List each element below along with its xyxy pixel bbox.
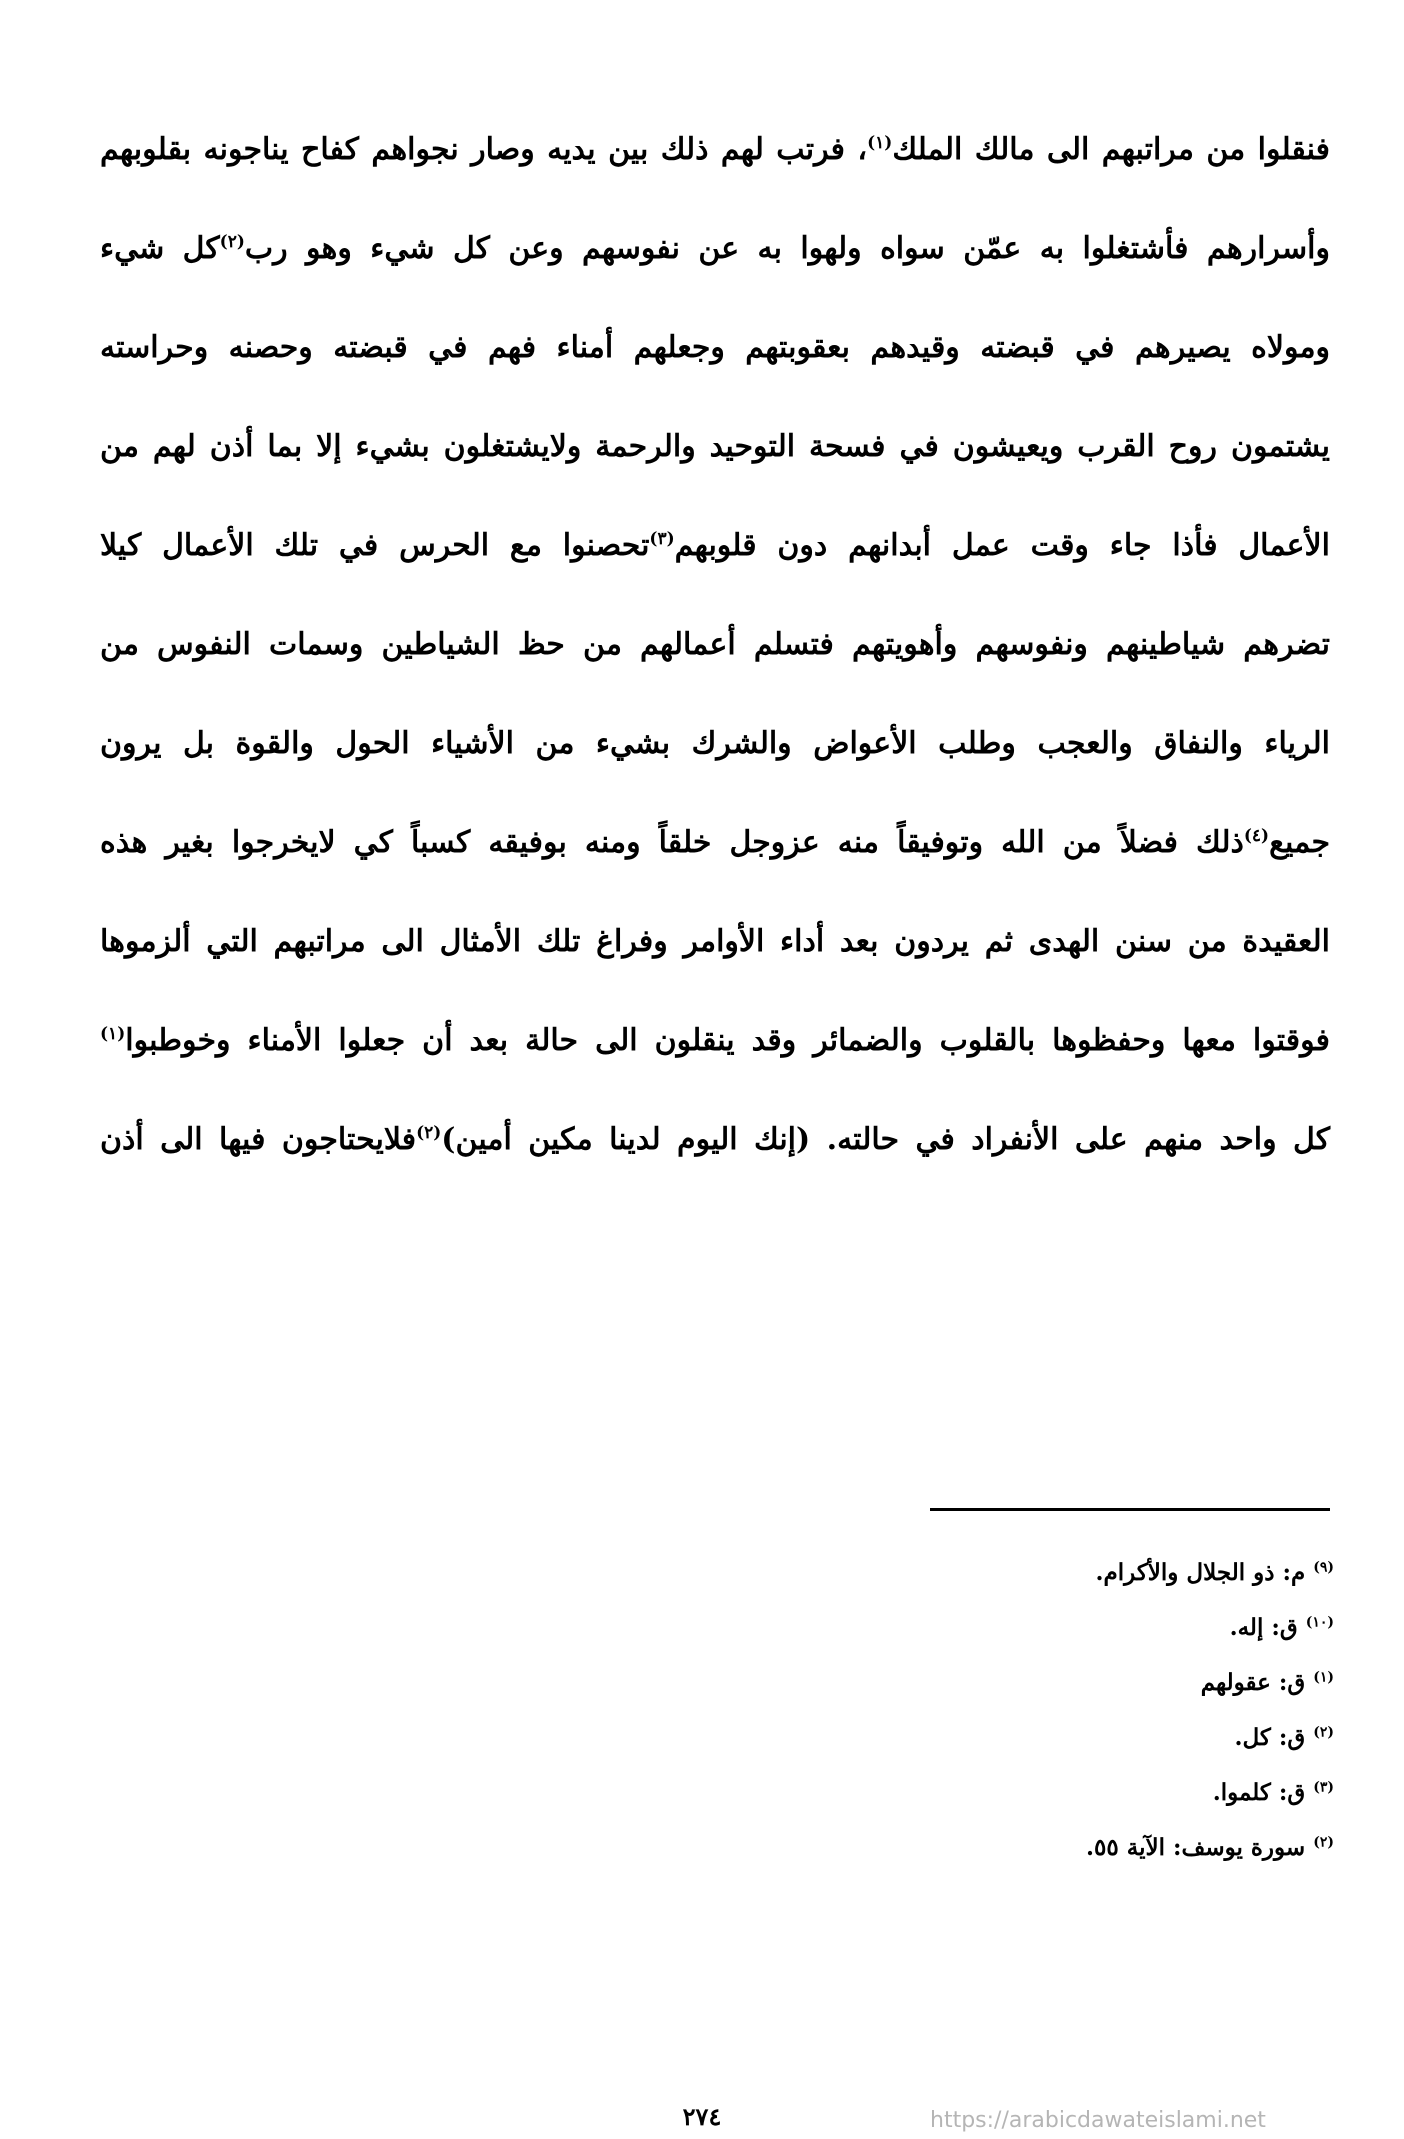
text-segment: يشتمون روح القرب ويعيشون في فسحة التوحيد والرحمة ولايشتغلون بشيء إلا بما أذن لهم من [100,429,1330,464]
text-segment: ذلك فضلاً من الله وتوفيقاً منه عزوجل خلقاً ومنه بوفيقه كسباً كي لايخرجوا بغير هذه [100,825,1244,860]
footnote-text: ق: كلموا. [1212,1779,1306,1806]
footnote [534,1600,1334,1655]
footnote-number: (١٠) [1305,1614,1334,1631]
footnote-marker: (٤) [1243,826,1270,846]
footnote [534,1710,1334,1765]
footnote-marker: (١) [867,133,893,153]
footnote [534,1655,1334,1710]
body-line-8 [100,793,1330,892]
footnotes [534,1545,1334,1875]
footnote-number: (٣) [1313,1779,1334,1796]
text-segment: وأسرارهم فأشتغلوا به عمّن سواه ولهوا به عن نفوسهم وعن كل شيء وهو رب [244,231,1330,266]
body-line-1 [100,100,1330,199]
footnote-text: ق: عقولهم [1200,1669,1306,1696]
footnote-text: سورة يوسف: الآية ٥٥. [1086,1834,1306,1861]
watermark-url: https://arabicdawateislami.net [930,2108,1266,2133]
footnote-text: م: ذو الجلال والأكرام. [1095,1559,1306,1586]
text-segment: تضرهم شياطينهم ونفوسهم وأهويتهم فتسلم أعمالهم من حظ الشياطين وسمات النفوس من [100,627,1331,662]
text-segment: كل شيء [100,231,220,266]
footnote-marker: (٢) [219,232,245,252]
body-line-9 [100,892,1330,991]
footnote-separator [930,1508,1330,1511]
footnote-marker: (١) [100,1024,126,1044]
body-line-10 [100,991,1330,1090]
page-number: ٢٧٤ [682,2102,722,2131]
text-segment: جميع [1269,825,1330,860]
footnote-marker: (٣) [649,529,675,549]
text-segment: كل واحد منهم على الأنفراد في حالته. (إنك اليوم لدينا مكين أمين) [441,1122,1330,1157]
body-line-3 [100,298,1330,397]
footnote-number: (١) [1313,1669,1334,1686]
text-segment: تحصنوا مع الحرس في تلك الأعمال كيلا [100,528,650,563]
footnote-text: ق: كل. [1234,1724,1306,1751]
footnote-text: ق: إله. [1229,1614,1298,1641]
text-segment: فنقلوا من مراتبهم الى مالك الملك [892,132,1330,167]
footnote [534,1765,1334,1820]
text-segment: ، فرتب لهم ذلك بين يديه وصار نجواهم كفاح يناجونه بقلوبهم [100,132,868,167]
text-segment: فلايحتاجون فيها الى أذن [100,1122,417,1157]
body-line-7 [100,694,1330,793]
body-line-6 [100,595,1330,694]
text-segment: الأعمال فأذا جاء وقت عمل أبدانهم دون قلوبهم [674,528,1331,563]
footnote-number: (٩) [1313,1559,1334,1576]
body-line-2 [100,199,1330,298]
footnote-number: (٢) [1313,1724,1334,1741]
footnote [534,1545,1334,1600]
body-text [100,100,1330,1189]
footnote-number: (٢) [1313,1834,1334,1851]
footnote-marker: (٢) [416,1123,442,1143]
text-segment: الرياء والنفاق والعجب وطلب الأعواض والشرك بشيء من الأشياء الحول والقوة بل يرون [100,726,1330,761]
text-segment: ومولاه يصيرهم في قبضته وقيدهم بعقوبتهم وجعلهم أمناء فهم في قبضته وحصنه وحراسته [100,330,1330,365]
body-line-5 [100,496,1330,595]
footnote [534,1820,1334,1875]
body-line-4 [100,397,1330,496]
body-line-11 [100,1090,1330,1189]
text-segment: فوقتوا معها وحفظوها بالقلوب والضمائر وقد ينقلون الى حالة بعد أن جعلوا الأمناء وخوطبوا [125,1023,1330,1058]
text-segment: العقيدة من سنن الهدى ثم يردون بعد أداء الأوامر وفراغ تلك الأمثال الى مراتبهم التي ألزموها [100,924,1330,959]
